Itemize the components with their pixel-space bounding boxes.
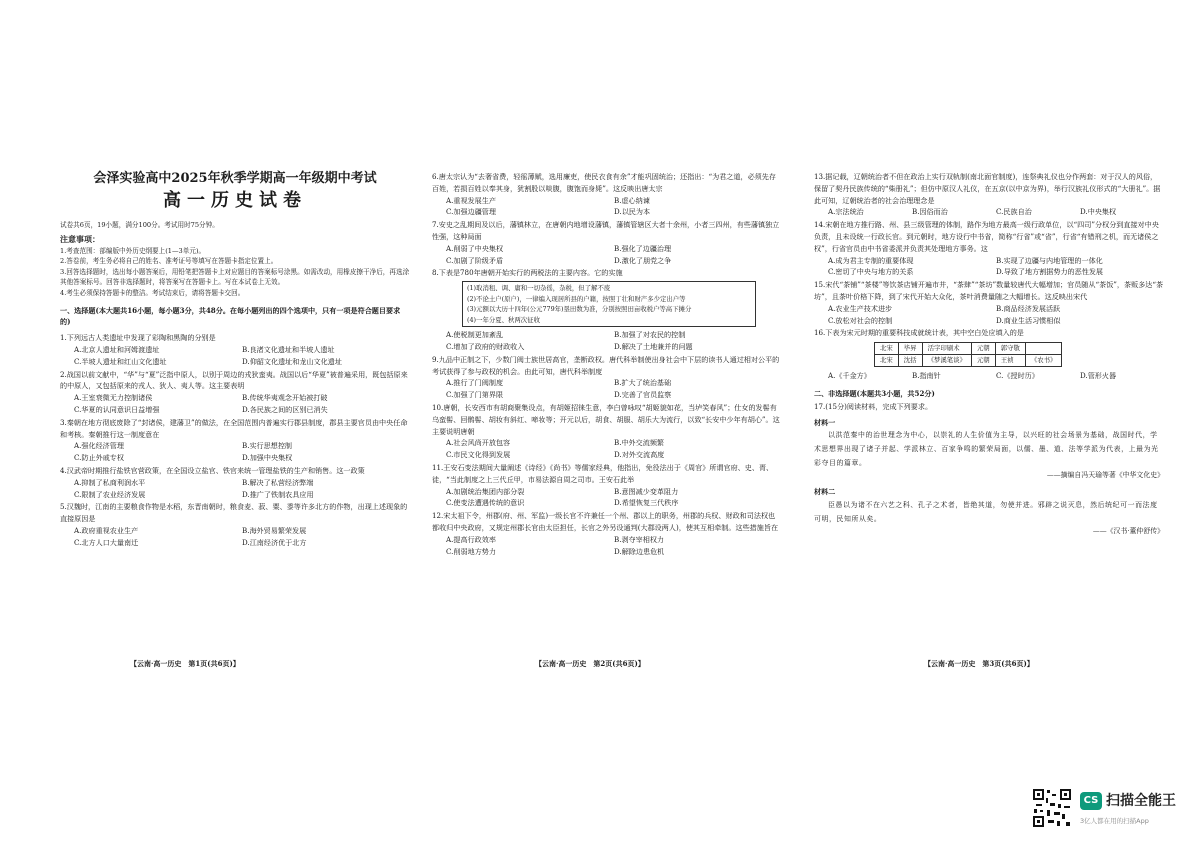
question-stem: 3.秦朝在地方彻底废除了“封诸侯，建藩卫”的做法，在全国范围内普遍实行郡县制度，郡县主要官员由中央任命和考核。秦朝推行这一制度意在	[60, 417, 408, 439]
question-item	[432, 462, 782, 509]
table-cell: 郭守敬	[995, 343, 1025, 355]
answer-options	[432, 437, 782, 461]
page-footer: 【云南·高一历史 第1页(共6页)】	[130, 659, 240, 668]
answer-options	[432, 486, 782, 510]
answer-options	[60, 344, 410, 368]
answer-options	[60, 525, 410, 549]
question-stem: 16.下表为宋元时期的重要科技成就统计表，其中空白处应填入的是	[814, 328, 1024, 338]
question-item	[814, 171, 1164, 218]
table-row	[875, 355, 1062, 367]
answer-option: D.管形火器	[1080, 371, 1117, 381]
scanner-slogan: 3亿人都在用的扫描App	[1080, 817, 1149, 825]
answer-option: C.增加了政府的财政收入	[446, 341, 525, 351]
answer-options	[432, 243, 782, 267]
answer-options	[60, 477, 410, 501]
answer-option: C.《授时历》	[996, 371, 1039, 381]
tax-law-line: (4)一年分夏、秋两次征收	[467, 315, 540, 324]
answer-option: C.削弱地方势力	[446, 546, 496, 556]
answer-option: C.限制了农业经济发展	[74, 489, 146, 499]
exam-title: 会泽实验高中2025年秋季学期高一年级期中考试	[93, 171, 377, 186]
answer-option: A.宗法统治	[828, 207, 864, 217]
answer-option: C.加剧了阶级矛盾	[446, 255, 504, 265]
answer-option: D.商业生活习惯相似	[996, 315, 1061, 325]
question-list	[432, 171, 782, 557]
tax-law-line: (2)不论土户(原户)，一律编入现居所县的户籍，按照丁壮和财产多少定出户等	[467, 294, 686, 303]
note-item: 3.回答选择题时，选出每小题答案后，用铅笔把答题卡上对应题目的答案标号涂黑。如需改动，用橡皮擦干净后，再选涂其他答案标号。回答非选择题时，将答案写在答题卡上。写在本试卷上无效。	[60, 267, 410, 287]
table-cell: 北宋	[875, 343, 899, 355]
answer-option: A.社会风尚开放包容	[446, 438, 511, 448]
table-cell: 元朝	[971, 343, 995, 355]
material-2-heading: 材料二	[814, 487, 836, 497]
page-3-column	[814, 170, 1164, 538]
answer-option: A.抑制了私商利润水平	[74, 477, 146, 487]
tax-law-box	[462, 281, 756, 327]
page-2-column	[432, 170, 782, 557]
table-cell	[1025, 343, 1062, 355]
answer-options	[60, 440, 410, 464]
material-1-heading: 材料一	[814, 417, 836, 427]
answer-option: C.华夏的认同意识日益增强	[74, 404, 160, 414]
answer-option: C.半坡人遗址和红山文化遗址	[74, 356, 167, 366]
answer-options	[432, 195, 782, 219]
answer-option: C.加强了门第界限	[446, 390, 504, 400]
table-cell: 《梦溪笔谈》	[922, 355, 971, 367]
answer-options	[60, 392, 410, 416]
achievement-table	[874, 342, 1062, 367]
question-stem: 11.王安石变法期间大量阐述《诗经》《尚书》等儒家经典，他指出，免役法出于《周官》所谓官府、史、胥、徒，“当此制度之上三代丘甲，市易法源自周之司市。王安石此举	[432, 462, 774, 484]
answer-option: B.传统华夷观念开始被打破	[242, 393, 328, 403]
question-stem: 2.战国以前文献中，“华”与“夏”泛指中原人，以别于周边的戎狄蛮夷。战国以后“华夏”被普遍采用，既包括原来的中原人，又包括原来的戎人、狄人、夷人等。这主要表明	[60, 369, 408, 391]
answer-option: B.良渚文化遗址和半坡人遗址	[242, 344, 335, 354]
question-item	[60, 369, 410, 416]
note-item: 4.考生必须保持答题卡的整洁。考试结束后，请将答题卡交回。	[60, 288, 245, 297]
answer-option: B.强化了边疆治理	[614, 243, 672, 253]
answer-option: B.指南针	[912, 371, 941, 381]
question-item	[432, 171, 782, 218]
tax-law-line: (1)取消租、调、庸和一切杂徭，杂税，但了解不废	[467, 284, 611, 293]
notes-heading: 注意事项：	[60, 233, 100, 244]
section-1-heading: 一、选择题(本大题共16小题，每小题3分，共48分。在每小题列出的四个选项中，只有一项是符合题目要求的)	[60, 305, 401, 327]
question-list	[60, 332, 410, 548]
notes-list	[60, 246, 410, 299]
answer-option: D.江南经济优于北方	[242, 537, 307, 547]
table-cell: 毕昇	[898, 343, 922, 355]
camscanner-logo-icon: CS	[1080, 792, 1102, 810]
answer-option: D.导致了地方割据势力的恶性发展	[996, 267, 1104, 277]
material-1-text: 以洪范秦中的治世理念为中心，以崇礼的人生价值为主导，以兴旺的社会场景为基础，战国时代，学术思想界出现了诸子并起、学派林立、百家争鸣的繁荣局面，以儒、墨、道、法等学派为代表，上最为光彩夺目的篇章。	[814, 431, 1159, 468]
question-stem: 6.唐太宗认为“去奢省费，轻徭薄赋，选用廉吏，使民衣食有余”才能巩固统治；还指出：“为君之道，必须先存百姓，若损百姓以奉其身，犹割股以啖腹，腹饱而身毙”。这反映出唐太宗	[432, 172, 776, 193]
answer-option: C.加强边疆管理	[446, 207, 496, 217]
question-item	[814, 219, 1164, 278]
answer-option: D.对外交流高度	[614, 450, 665, 460]
answer-option: B.商品经济发展活跃	[996, 303, 1061, 313]
answer-option: A.使税制更加紊乱	[446, 330, 504, 340]
question-stem: 7.安史之乱期间及以后，藩镇林立，在唐朝内地增设藩镇，藩镇管辖区大者十余州，小者三四州，有些藩镇独立性强，这种局面	[432, 220, 780, 241]
tax-law-line: (3)元额以大历十四年(公元779年)垦田数为准，分别按照田亩收税户等高下摊分	[467, 305, 692, 314]
question-stem: 12.宋太祖下令，州郡(府、州、军监)一级长官不许兼任一个州、郡以上的职务，州郡的兵权、财政和司法权也都收归中央政府，又规定州郡长官由太臣担任，长官之外另设通判(大郡设两人)，使其互相牵制。这些措施旨在	[432, 511, 779, 532]
answer-option: D.解除边患危机	[614, 546, 665, 556]
answer-option: A.提高行政效率	[446, 534, 496, 544]
question-item	[814, 327, 1164, 382]
answer-option: B.解决了私营经济弊端	[242, 477, 314, 487]
answer-option: B.海外贸易繁荣发展	[242, 525, 307, 535]
question-item	[60, 465, 410, 500]
material-1-citation: ——摘编自冯天瑜等著《中华文化史》	[1046, 471, 1164, 480]
question-stem: 15.宋代“茶铺”“茶楼”等饮茶店铺开遍市井，“茶肆”“茶坊”数量较唐代大幅增加；官员随从“茶饭”，茶贩多达“茶坊”，且茶叶价格下降，到了宋代开始大众化，茶叶消费量随之大幅增长。这反映出宋代	[814, 280, 1164, 301]
table-cell: 王祯	[995, 355, 1025, 367]
note-item: 1.考查范围：部编版中外历史纲要上(1—3单元)。	[60, 246, 206, 255]
answer-options	[814, 255, 1164, 279]
answer-option: A.削弱了中央集权	[446, 243, 504, 253]
qr-code-icon	[1032, 788, 1072, 828]
question-item	[432, 510, 782, 557]
answer-option: C.密切了中央与地方的关系	[828, 267, 914, 277]
question-item	[432, 402, 782, 461]
answer-option: B.中外交流频繁	[614, 438, 665, 448]
answer-option: D.完善了官员监察	[614, 390, 672, 400]
page-footer: 【云南·高一历史 第2页(共6页)】	[535, 659, 645, 668]
answer-option: C.使变法遭遇传统的意识	[446, 498, 525, 508]
question-stem: 5.汉魏时，江南的主要粮食作物是水稻，东晋南朝时，粮食麦、菽、粟、黍等许多北方的作物，出现上述现象的直接原因是	[60, 502, 408, 524]
question-item	[60, 417, 410, 464]
answer-option: A.政府重视农业生产	[74, 525, 139, 535]
answer-option: C.市民文化得到发展	[446, 450, 511, 460]
answer-options	[432, 329, 782, 353]
answer-option: D.加强中央集权	[242, 453, 293, 463]
answer-option: B.虚心纳谏	[614, 195, 650, 205]
page-1-column	[60, 170, 410, 549]
question-item	[432, 219, 782, 266]
question-stem: 10.唐朝，长安西市有胡商聚集设点，有胡姬招徕生意，李白曾咏叹“胡姬貌如花，当垆笑春风”；仕女的发髻有乌蛮髻、回鹘髻、胡妆有斜红、啼妆等；开元以后，胡食、胡服、胡乐大为流行，以致“长安中少年有胡心”。这主要说明唐朝	[432, 402, 780, 436]
answer-options	[432, 534, 782, 558]
scanner-brand: 扫描全能王	[1106, 793, 1176, 809]
answer-options	[814, 206, 1164, 218]
answer-options	[432, 377, 782, 401]
question-item	[432, 354, 782, 401]
material-2-citation: ——《汉书·董仲舒传》	[1092, 526, 1164, 535]
question-stem: 13.据记载，辽朝统治者不但在政治上实行双轨制(南北面官制度)，连祭典礼仪也分作两套：对于汉人的风俗，保留了契丹民族传统的“柴册礼”；但仿中原汉人礼仪，在五京(以中京为界)，举行汉族礼仪形式的“大册礼”。据此可知，辽朝统治者的社会治理理念是	[814, 172, 1161, 205]
table-row	[875, 343, 1062, 355]
table-cell: 元朝	[971, 355, 995, 367]
answer-option: D.推广了铁制农具应用	[242, 489, 314, 499]
table-cell: 北宋	[875, 355, 899, 367]
answer-option: B.实行思想控制	[242, 441, 293, 451]
answer-option: C.防止外戚专权	[74, 453, 124, 463]
answer-option: C.民族自治	[996, 207, 1032, 217]
material-2-text: 臣愚以为诸不在六艺之科、孔子之术者，皆绝其道，勿使并进。邪辟之说灭息，然后统纪可一而法度可明，民知所从矣。	[814, 500, 1158, 523]
answer-option: B.因俗而治	[912, 207, 948, 217]
answer-option: A.《千金方》	[828, 371, 871, 381]
exam-info: 试卷共6页，19小题，满分100分。考试用时75分钟。	[60, 221, 219, 229]
answer-option: A.推行了门阀制度	[446, 378, 504, 388]
answer-option: D.仰韶文化遗址和龙山文化遗址	[242, 356, 342, 366]
table-cell: 沈括	[898, 355, 922, 367]
question-stem: 4.汉武帝时期推行盐铁官营政策，在全国设立盐官、铁官来统一管理盐铁的生产和销售。这一政策	[60, 465, 365, 475]
answer-option: A.加剧统治集团内部分裂	[446, 486, 525, 496]
answer-option: B.实现了边疆与内地管理的一体化	[996, 255, 1103, 265]
question-stem: 9.九品中正制之下，少数门阀士族世居高官，垄断政权。唐代科举制使出身社会中下层的读书人通过相对公平的考试获得了参与政权的机会。由此可知，唐代科举制度	[432, 354, 780, 376]
answer-option: D.解决了土地兼并的问题	[614, 341, 693, 351]
answer-option: A.成为君主专制的重要体现	[828, 255, 914, 265]
answer-option: B.加强了对农民的控制	[614, 330, 686, 340]
scanner-watermark	[1032, 788, 1176, 836]
answer-options	[814, 303, 1164, 327]
answer-options	[814, 370, 1164, 382]
answer-option: C.北方人口大量南迁	[74, 537, 139, 547]
answer-option: B.扩大了统治基础	[614, 378, 672, 388]
page-footer: 【云南·高一历史 第3页(共6页)】	[924, 659, 1034, 668]
table-cell: 活字印刷术	[922, 343, 971, 355]
answer-option: A.强化经济管理	[74, 441, 124, 451]
answer-option: A.北京人遗址和河姆渡遗址	[74, 344, 160, 354]
answer-option: A.王室衰微无力控制诸侯	[74, 393, 153, 403]
answer-option: B.剥夺宰相权力	[614, 534, 665, 544]
answer-option: A.重视发展生产	[446, 195, 496, 205]
question-stem: 8.下表是780年唐朝开始实行的两税法的主要内容。它的实施	[432, 268, 623, 278]
question-item	[60, 332, 410, 367]
question-item	[432, 267, 782, 352]
answer-option: C.放松对社会的控制	[828, 315, 893, 325]
question-item	[60, 501, 410, 548]
question-stem: 1.下列远古人类遗址中发现了彩陶和黑陶的分别是	[60, 333, 216, 343]
exam-subtitle: 高一历史试卷	[163, 190, 307, 211]
answer-option: A.农业生产技术进步	[828, 303, 893, 313]
table-cell: 《农书》	[1025, 355, 1062, 367]
answer-option: D.中央集权	[1080, 207, 1117, 217]
answer-option: B.意图减少变革阻力	[614, 486, 679, 496]
answer-option: D.激化了朋党之争	[614, 255, 672, 265]
answer-option: D.以民为本	[614, 207, 651, 217]
question-17-stem: 17.(15分)阅读材料，完成下列要求。	[814, 401, 933, 411]
question-stem: 14.宋朝在地方推行路、州、县三级管理的体制，路作为地方最高一级行政单位，以“四司”分权分到直接对中央负责，且未设统一行政长官。到元朝时，地方设行中书省，简称“行省”或“省”，行省“有错刑之机，而无诸侯之权”，行省官员由中书省委派并负责其处理地方事务。这	[814, 220, 1159, 253]
question-item	[814, 279, 1164, 326]
answer-option: D.希望恢复三代秩序	[614, 498, 679, 508]
question-list	[814, 171, 1164, 382]
note-item: 2.答卷前，考生务必将自己的姓名、准考证号等填写在答题卡指定位置上。	[60, 257, 278, 266]
section-2-heading: 二、非选择题(本题共3小题，共52分)	[814, 388, 935, 398]
answer-option: D.各民族之间的区别已消失	[242, 404, 328, 414]
